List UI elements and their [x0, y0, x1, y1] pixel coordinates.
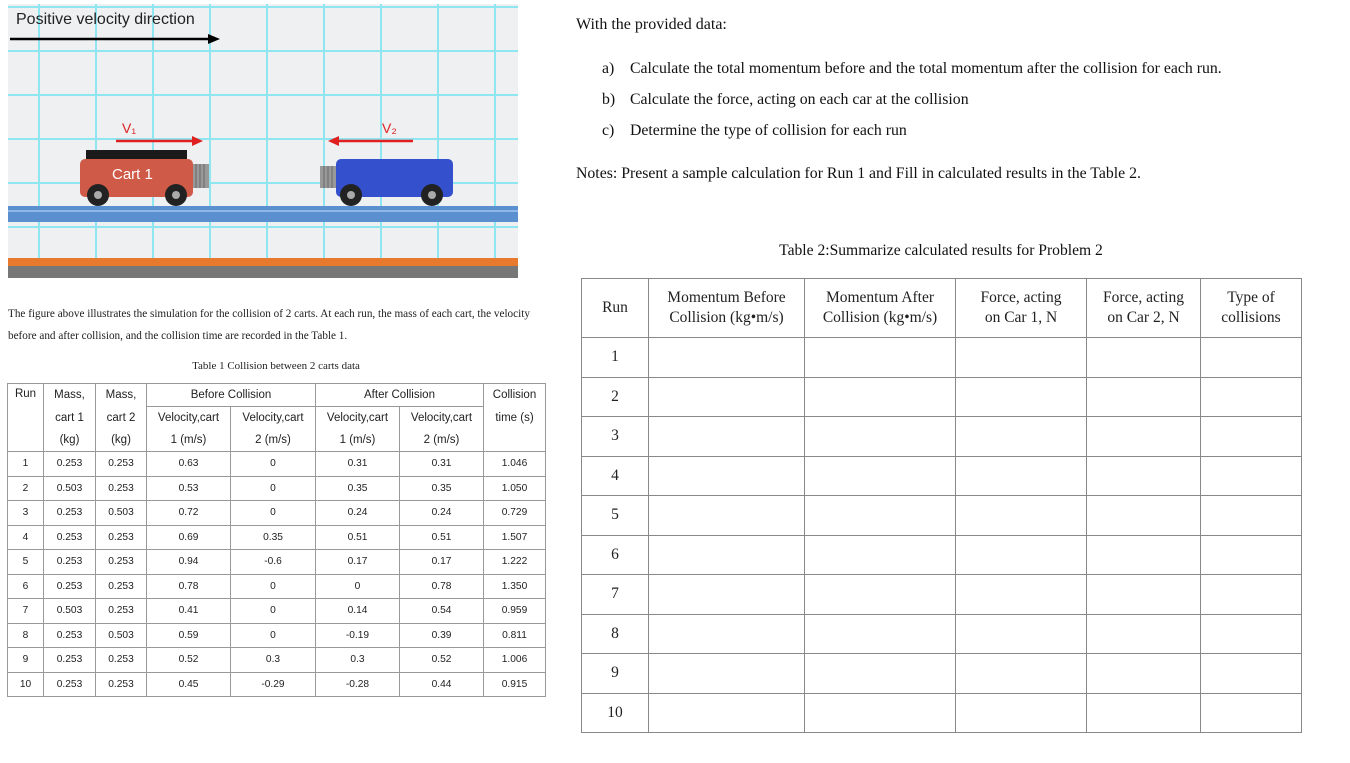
table1-cell: 7 [8, 599, 44, 624]
table2-answer-cell[interactable] [1087, 496, 1201, 536]
question-b: b) Calculate the force, acting on each car at the collision [602, 91, 969, 108]
instructions-intro: With the provided data: [576, 16, 727, 33]
table2-answer-cell[interactable] [1201, 535, 1302, 575]
table1-cell: 0.24 [400, 501, 484, 526]
table1-cell: 0 [231, 623, 316, 648]
question-c: c) Determine the type of collision for each run [602, 122, 907, 139]
table2-row [582, 614, 1302, 654]
table1-cell: 0.78 [147, 574, 231, 599]
t1-header-before-vel1: Velocity,cart [147, 407, 231, 430]
table1-cell: 0.253 [44, 574, 96, 599]
table1-cell: 0.44 [400, 672, 484, 697]
table1-cell: -0.6 [231, 550, 316, 575]
t1-header-after: After Collision [316, 384, 484, 407]
table1-cell: 0.3 [231, 648, 316, 673]
table2-answer-cell[interactable] [805, 535, 956, 575]
table1-cell: 0.253 [44, 501, 96, 526]
table2-answer-cell[interactable] [805, 456, 956, 496]
table2-answer-cell[interactable] [1201, 377, 1302, 417]
table2-run-cell: 4 [582, 456, 649, 496]
t2-header-force-car1: Force, acting on Car 1, N [956, 279, 1087, 338]
t1-header-after-vel1: Velocity,cart [316, 407, 400, 430]
table1-cell: 0.78 [400, 574, 484, 599]
table1-row [8, 672, 546, 697]
table1-cell: 0.3 [316, 648, 400, 673]
table2-answer-cell[interactable] [956, 614, 1087, 654]
direction-label: Positive velocity direction [16, 11, 195, 28]
table1-row [8, 574, 546, 599]
table1-cell: 0.253 [96, 550, 147, 575]
table2-run-cell: 8 [582, 614, 649, 654]
table1-cell: 0.72 [147, 501, 231, 526]
table2-run-cell: 2 [582, 377, 649, 417]
table2-caption: Table 2:Summarize calculated results for Problem 2 [779, 242, 1103, 259]
table2-answer-cell[interactable] [956, 456, 1087, 496]
table1-cell: 0.52 [400, 648, 484, 673]
table1-cell: 0.503 [44, 476, 96, 501]
table2-answer-cell[interactable] [649, 535, 805, 575]
table1-cell: 4 [8, 525, 44, 550]
table2-answer-cell[interactable] [805, 496, 956, 536]
table2-row [582, 417, 1302, 457]
table2-answer-cell[interactable] [649, 575, 805, 615]
table1-cell: 0.51 [316, 525, 400, 550]
table1-cell: 0.253 [96, 574, 147, 599]
table2-run-cell: 3 [582, 417, 649, 457]
table1-cell: 0.63 [147, 452, 231, 477]
table1-cell: 0.41 [147, 599, 231, 624]
table1-cell: 1.006 [484, 648, 546, 673]
table2-answer-cell[interactable] [956, 338, 1087, 378]
simulation-graphic [8, 4, 518, 278]
table2-answer-cell[interactable] [1087, 693, 1201, 733]
floor-base [8, 266, 518, 278]
table1-cell: 0.253 [96, 672, 147, 697]
table1-cell: 0.53 [147, 476, 231, 501]
table1-row [8, 623, 546, 648]
table2-answer-cell[interactable] [956, 693, 1087, 733]
table1-cell: 6 [8, 574, 44, 599]
table1-cell: 1.507 [484, 525, 546, 550]
table1-body [8, 452, 546, 697]
table2-answer-cell[interactable] [805, 693, 956, 733]
table1-cell: 0.253 [96, 525, 147, 550]
table1-cell: 0.253 [96, 452, 147, 477]
t2-header-collision-type: Type of collisions [1201, 279, 1302, 338]
table2-answer-cell[interactable] [1087, 575, 1201, 615]
table2-row [582, 338, 1302, 378]
table1-cell: 0.729 [484, 501, 546, 526]
table2-answer-cell[interactable] [649, 693, 805, 733]
table2-row [582, 496, 1302, 536]
table1-cell: 1.350 [484, 574, 546, 599]
table2-row [582, 693, 1302, 733]
table1-cell: 0.54 [400, 599, 484, 624]
table2-answer-cell[interactable] [649, 417, 805, 457]
table1-cell: 0.253 [44, 452, 96, 477]
table2-answer-cell[interactable] [1087, 377, 1201, 417]
table2-answer-cell[interactable] [1201, 614, 1302, 654]
table1-cell: 0.94 [147, 550, 231, 575]
table1-cell: 0.52 [147, 648, 231, 673]
table2-answer-cell[interactable] [649, 377, 805, 417]
table2-row [582, 377, 1302, 417]
table1-cell: 0.69 [147, 525, 231, 550]
v1-label: V₁ [122, 120, 137, 136]
table2-answer-cell[interactable] [1201, 417, 1302, 457]
table1-cell: 1 [8, 452, 44, 477]
table1-cell: 1.050 [484, 476, 546, 501]
table2-answer-cell[interactable] [649, 614, 805, 654]
table2 [581, 278, 1302, 733]
question-a: a) Calculate the total momentum before and the total momentum after the collision for each run. [602, 60, 1222, 77]
track [8, 206, 518, 222]
table2-answer-cell[interactable] [805, 417, 956, 457]
t1-header-before-vel2: Velocity,cart [231, 407, 316, 430]
collision-simulation-figure [8, 4, 518, 278]
table1-row [8, 599, 546, 624]
table1-cell: 0.45 [147, 672, 231, 697]
table2-answer-cell[interactable] [805, 377, 956, 417]
table1-cell: 0.959 [484, 599, 546, 624]
table1-cell: 0.24 [316, 501, 400, 526]
table1-cell: 0 [231, 574, 316, 599]
table2-row [582, 654, 1302, 694]
t1-header-time: Collision [484, 384, 546, 407]
table1-row [8, 550, 546, 575]
table1-cell: 0.253 [96, 648, 147, 673]
v2-label: V₂ [382, 120, 397, 136]
table1-caption: Table 1 Collision between 2 carts data [192, 360, 360, 372]
table1-cell: 0 [231, 452, 316, 477]
table2-answer-cell[interactable] [649, 496, 805, 536]
table2-answer-cell[interactable] [805, 575, 956, 615]
table1-row [8, 525, 546, 550]
t1-header-mass2: Mass, [96, 384, 147, 407]
t2-header-momentum-after: Momentum After Collision (kg•m/s) [805, 279, 956, 338]
cart-1-label: Cart 1 [112, 166, 153, 183]
table2-answer-cell[interactable] [805, 654, 956, 694]
table2-answer-cell[interactable] [956, 417, 1087, 457]
table1-row [8, 501, 546, 526]
table1-cell: 0.253 [44, 648, 96, 673]
table2-run-cell: 1 [582, 338, 649, 378]
table2-answer-cell[interactable] [649, 456, 805, 496]
table1-cell: 1.222 [484, 550, 546, 575]
table2-answer-cell[interactable] [1201, 338, 1302, 378]
table1-cell: 0.253 [44, 672, 96, 697]
notes: Notes: Present a sample calculation for Run 1 and Fill in calculated results in the Table 2. [576, 165, 1141, 182]
table2-answer-cell[interactable] [956, 575, 1087, 615]
t1-header-before: Before Collision [147, 384, 316, 407]
direction-arrowhead-icon [208, 34, 220, 44]
table2-answer-cell[interactable] [805, 614, 956, 654]
table1-cell: 8 [8, 623, 44, 648]
table2-answer-cell[interactable] [1201, 693, 1302, 733]
table1-cell: 0.253 [44, 550, 96, 575]
floor-stripe [8, 258, 518, 266]
table2-answer-cell[interactable] [649, 654, 805, 694]
table2-row [582, 456, 1302, 496]
table1-cell: 0.253 [44, 525, 96, 550]
table1-cell: 0 [231, 599, 316, 624]
t1-header-mass1: Mass, [44, 384, 96, 407]
table1-cell: 9 [8, 648, 44, 673]
table1-cell: 0.915 [484, 672, 546, 697]
table1-row [8, 452, 546, 477]
table2-answer-cell[interactable] [1201, 654, 1302, 694]
cart-2 [320, 159, 453, 206]
t2-header-run: Run [582, 279, 649, 338]
table1-cell: -0.29 [231, 672, 316, 697]
table1-cell: 0.59 [147, 623, 231, 648]
table1-cell: 0.31 [316, 452, 400, 477]
table2-answer-cell[interactable] [956, 496, 1087, 536]
table1-cell: -0.19 [316, 623, 400, 648]
table2-answer-cell[interactable] [1201, 456, 1302, 496]
table1-cell: 2 [8, 476, 44, 501]
table1-cell: -0.28 [316, 672, 400, 697]
table1-cell: 0 [231, 476, 316, 501]
table1-cell: 0.503 [96, 623, 147, 648]
table1-cell: 0.35 [231, 525, 316, 550]
table2-answer-cell[interactable] [1087, 338, 1201, 378]
table1-cell: 0 [231, 501, 316, 526]
table1-cell: 10 [8, 672, 44, 697]
table1-cell: 1.046 [484, 452, 546, 477]
table1-cell: 0 [316, 574, 400, 599]
table2-answer-cell[interactable] [956, 654, 1087, 694]
table1-cell: 0.811 [484, 623, 546, 648]
table2-answer-cell[interactable] [1201, 575, 1302, 615]
table1-row [8, 476, 546, 501]
table2-run-cell: 9 [582, 654, 649, 694]
table1-cell: 0.17 [316, 550, 400, 575]
table1-cell: 0.35 [316, 476, 400, 501]
table1-cell: 0.31 [400, 452, 484, 477]
table2-run-cell: 5 [582, 496, 649, 536]
table2-answer-cell[interactable] [805, 338, 956, 378]
table1-cell: 0.253 [44, 623, 96, 648]
t1-header-run: Run [8, 384, 44, 452]
table1-cell: 0.39 [400, 623, 484, 648]
table1-cell: 0.253 [96, 476, 147, 501]
question-list [602, 60, 1222, 153]
table1-row [8, 648, 546, 673]
table1-cell: 0.35 [400, 476, 484, 501]
table1-cell: 5 [8, 550, 44, 575]
table2-row [582, 535, 1302, 575]
table2-body [582, 338, 1302, 733]
table2-answer-cell[interactable] [1087, 535, 1201, 575]
table1-cell: 0.503 [96, 501, 147, 526]
table1-cell: 0.51 [400, 525, 484, 550]
table2-answer-cell[interactable] [649, 338, 805, 378]
table1-cell: 3 [8, 501, 44, 526]
t2-header-momentum-before: Momentum Before Collision (kg•m/s) [649, 279, 805, 338]
table2-answer-cell[interactable] [1087, 456, 1201, 496]
table2-run-cell: 6 [582, 535, 649, 575]
table1: Run Mass, Mass, Before Collision After Collision Collision cart 1 cart 2 Velocity,cart Velocity,cart Velocity,cart Velocity,cart time (s) (kg) (kg) 1 (m/s) 2 (m/s) 1 (m/s) 2 (m/s) 1 0.253 0.253 0.63 0 0.31 0.31 1.046 2 0.503 0.253 0.53 0 0.35 0.35 1.050 3 0.253 0.503 0.72 0 0.24 0.24 0.729 4 0.253 0.253 0.69 0.35 0.51 0.51 1.507 5 0.253 0.253 0.94 -0.6 0.17 0.17 1.222 6 0.253 0.253 0.78 0 0 0.78 1.350 7 0.503 0.253 0.41 0 0.14 0.54 0.959 8 0.253 0.503 0.59 0 -0.19 0.39 0.811 9 0.253 0.253 0.52 0.3 0.3 0.52 1.006 10 0.253 0.253 0.45 -0.29 -0.28 0.44 0.915 [7, 383, 546, 697]
table2-answer-cell[interactable] [1087, 654, 1201, 694]
table1-cell: 0.503 [44, 599, 96, 624]
table1-cell: 0.253 [96, 599, 147, 624]
table2-run-cell: 10 [582, 693, 649, 733]
table2-answer-cell[interactable] [956, 535, 1087, 575]
table2-answer-cell[interactable] [1201, 496, 1302, 536]
table2-answer-cell[interactable] [1087, 614, 1201, 654]
v2-arrowhead-icon [328, 136, 339, 146]
table1-cell: 0.14 [316, 599, 400, 624]
table1-cell: 0.17 [400, 550, 484, 575]
figure-description: The figure above illustrates the simulation for the collision of 2 carts. At each run, the mass of each cart, the velocity before and after collision, and the collision time are recorded in the Table 1. [8, 308, 530, 342]
table2-answer-cell[interactable] [1087, 417, 1201, 457]
table2-answer-cell[interactable] [956, 377, 1087, 417]
table2-run-cell: 7 [582, 575, 649, 615]
t2-header-force-car2: Force, acting on Car 2, N [1087, 279, 1201, 338]
t1-header-after-vel2: Velocity,cart [400, 407, 484, 430]
table2-row [582, 575, 1302, 615]
v1-arrowhead-icon [192, 136, 203, 146]
